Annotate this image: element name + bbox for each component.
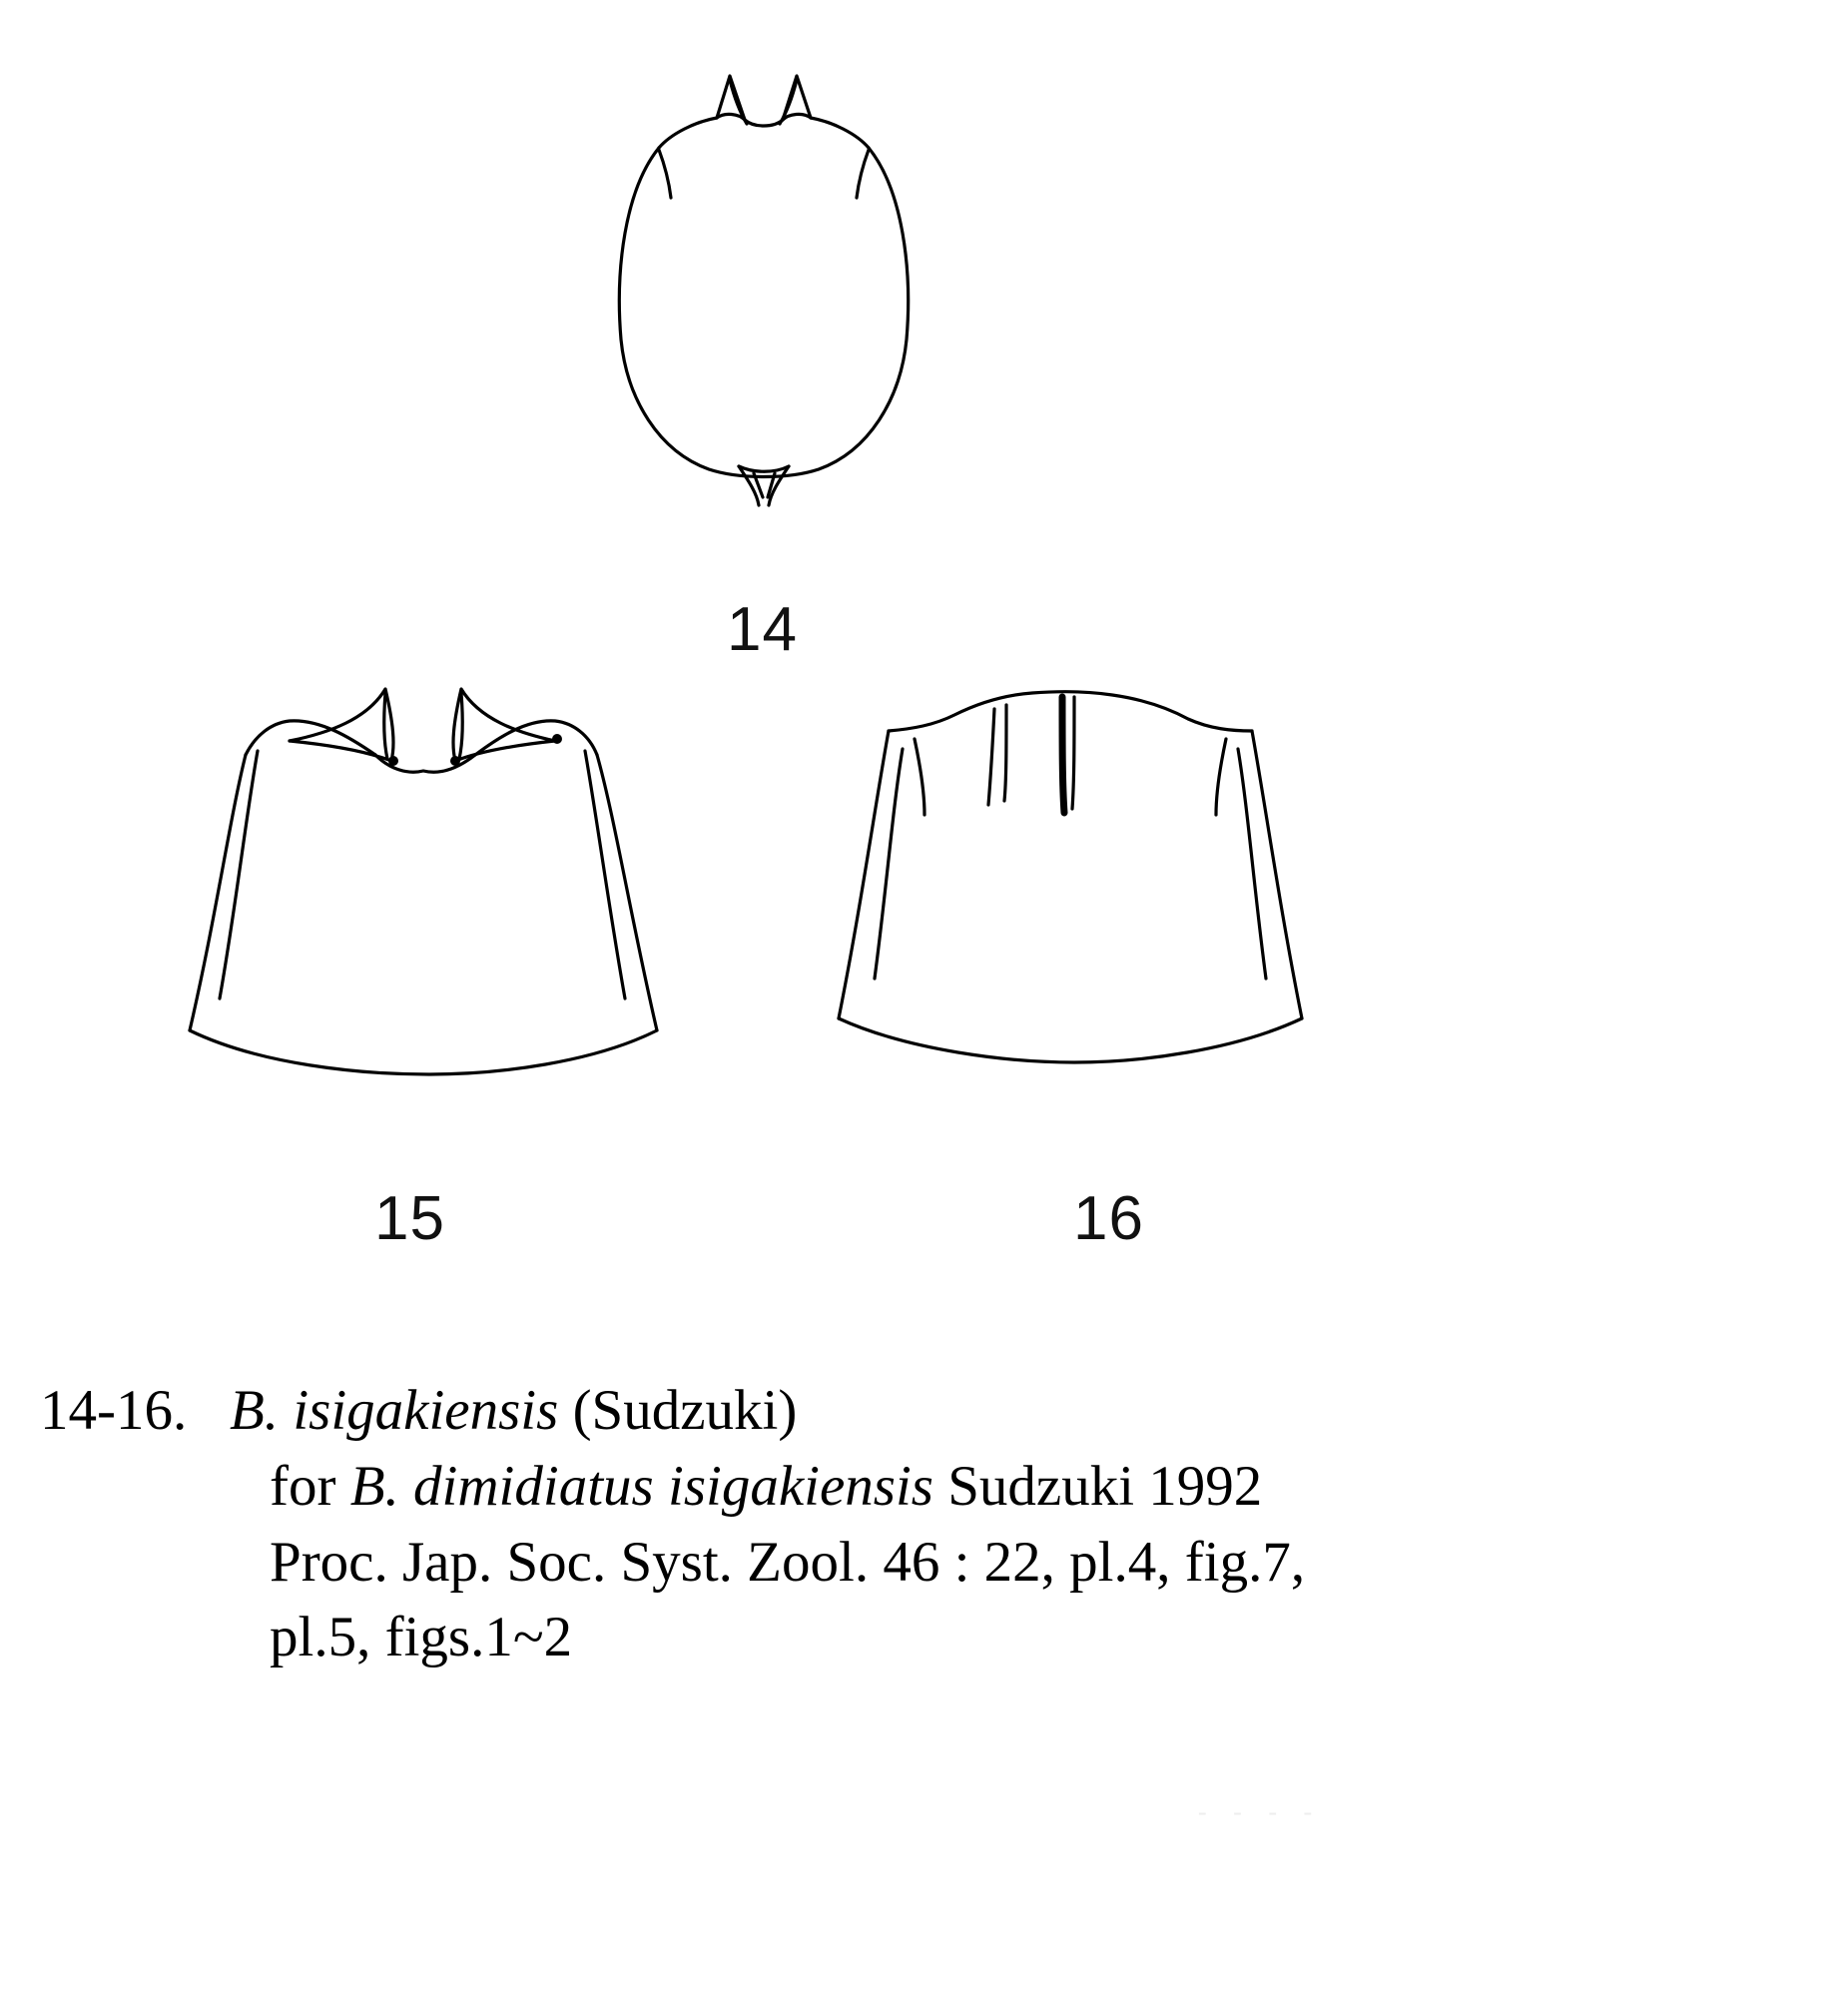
caption-line-1: [40, 1373, 1777, 1449]
caption-author-year: Sudzuki 1992: [947, 1454, 1263, 1518]
figure-14-label: 14: [727, 595, 798, 664]
scan-artifact: - - - -: [1198, 1797, 1323, 1826]
caption-taxon-species: isigakiensis: [293, 1379, 559, 1442]
caption-figure-range: 14-16.: [40, 1379, 188, 1442]
caption-line-3: [40, 1525, 1777, 1601]
figure-caption: [40, 1373, 1777, 1675]
caption-line-2: [40, 1449, 1777, 1525]
caption-for-prefix: for: [270, 1454, 336, 1518]
figure-14-drawing: [599, 70, 928, 539]
caption-reference-cont: pl.5, figs.1~2: [270, 1606, 573, 1669]
figure-16-drawing: [829, 689, 1328, 1068]
caption-line-4: [40, 1600, 1777, 1675]
figure-15-drawing: [180, 679, 679, 1078]
figure-15-label: 15: [374, 1184, 445, 1253]
caption-taxon-abbrev: B.: [229, 1379, 280, 1442]
figure-16-label: 16: [1073, 1184, 1144, 1253]
caption-reference: Proc. Jap. Soc. Syst. Zool. 46 : 22, pl.4, fig.7,: [270, 1530, 1306, 1594]
caption-synonym-name: B. dimidiatus isigakiensis: [349, 1454, 933, 1518]
caption-authority: (Sudzuki): [572, 1379, 798, 1442]
